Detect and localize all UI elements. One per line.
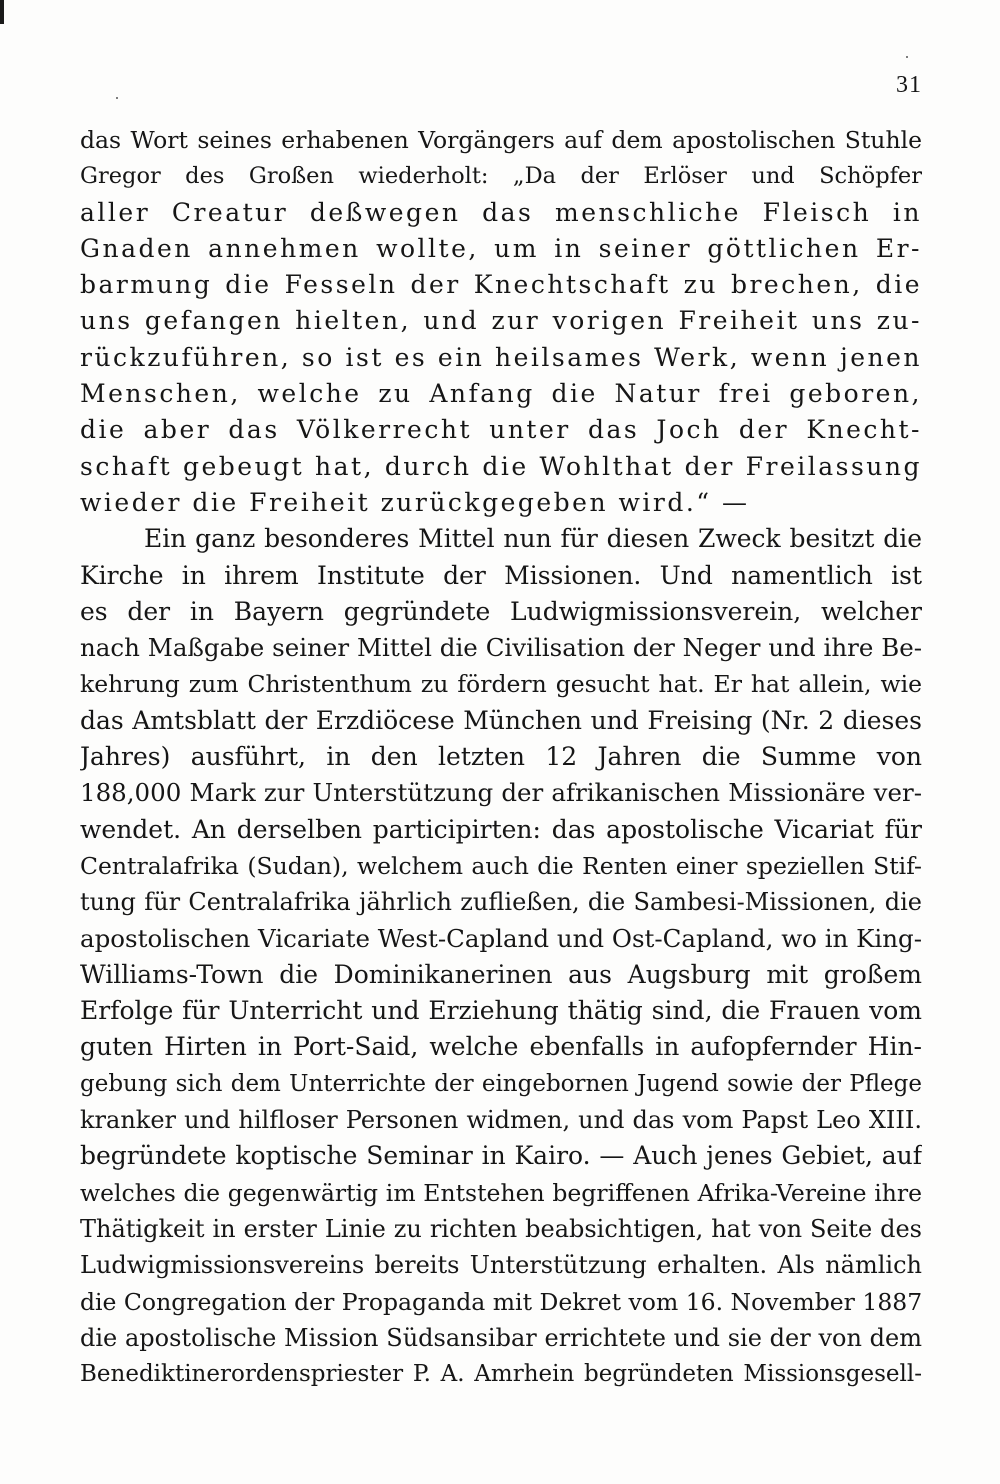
text-line: Erfolge für Unterricht und Erziehung thätig sind, die Frauen vom [80,996,922,1026]
page-number: 31 [896,72,922,98]
text-line: aller Creatur deßwegen das menschliche Fleisch in [80,197,922,227]
text-line: barmung die Fesseln der Knechtschaft zu brechen, die [80,270,922,300]
page-edge-mark [0,0,4,24]
text-line: guten Hirten in Port-Said, welche ebenfalls in aufopfernder Hin- [80,1032,922,1062]
text-line: uns gefangen hielten, und zur vorigen Freiheit uns zu- [80,306,922,336]
text-line: wieder die Freiheit zurückgegeben wird.“ — [80,487,750,517]
text-line: Kirche in ihrem Institute der Missionen. Und namentlich ist [80,560,922,590]
text-line: Ein ganz besonderes Mittel nun für diesen Zweck besitzt die [144,524,922,554]
text-line: Centralafrika (Sudan), welchem auch die Renten einer speziellen Stif- [80,851,922,880]
text-line: kehrung zum Christenthum zu fördern gesucht hat. Er hat allein, wie [80,670,922,699]
text-line: die Congregation der Propaganda mit Dekret vom 16. November 1887 [80,1287,922,1316]
text-line: Williams-Town die Dominikanerinen aus Augsburg mit großem [80,959,922,989]
text-line: tung für Centralafrika jährlich zufließen, die Sambesi-Missionen, die [80,888,922,917]
text-line: die aber das Völkerrecht unter das Joch der Knecht- [80,415,922,445]
text-line: nach Maßgabe seiner Mittel die Civilisation der Neger und ihre Be- [80,633,922,663]
text-line: schaft gebeugt hat, durch die Wohlthat der Freilassung [80,451,922,481]
text-line: es der in Bayern gegründete Ludwigmissionsverein, welcher [80,596,922,626]
text-line: Menschen, welche zu Anfang die Natur frei geboren, [80,379,922,409]
text-line: 188,000 Mark zur Unterstützung der afrikanischen Missionäre ver- [80,778,922,808]
text-line: das Wort seines erhabenen Vorgängers auf dem apostolischen Stuhle [80,126,922,154]
text-line: wendet. An derselben participirten: das apostolische Vicariat für [80,814,922,844]
text-line: Gnaden annehmen wollte, um in seiner göttlichen Er- [80,233,922,263]
text-line: kranker und hilfloser Personen widmen, und das vom Papst Leo XIII. [80,1106,922,1135]
paper-speck [906,56,908,58]
text-line: die apostolische Mission Südsansibar errichtete und sie der von dem [80,1323,922,1352]
text-line: Benediktinerordenspriester P. A. Amrhein begründeten Missionsgesell- [80,1361,922,1388]
text-line: rückzuführen, so ist es ein heilsames Werk, wenn jenen [80,342,922,372]
paper-speck [116,97,118,99]
text-line: Ludwigmissionsvereins bereits Unterstützung erhalten. Als nämlich [80,1251,922,1280]
text-line: gebung sich dem Unterrichte der eingebornen Jugend sowie der Pflege [80,1070,922,1097]
text-line: Thätigkeit in erster Linie zu richten beabsichtigen, hat von Seite des [80,1214,922,1243]
text-line: das Amtsblatt der Erzdiöcese München und Freising (Nr. 2 dieses [80,705,922,735]
text-line: Jahres) ausführt, in den letzten 12 Jahren die Summe von [80,742,922,772]
text-line: welches die gegenwärtig im Entstehen begriffenen Afrika-Vereine ihre [80,1178,922,1207]
text-line: Gregor des Großen wiederholt: „Da der Erlöser und Schöpfer [80,163,922,190]
text-line: apostolischen Vicariate West-Capland und Ost-Capland, wo in King- [80,923,922,953]
body-text [80,122,922,1392]
text-line: begründete koptische Seminar in Kairo. — Auch jenes Gebiet, auf [80,1141,922,1171]
